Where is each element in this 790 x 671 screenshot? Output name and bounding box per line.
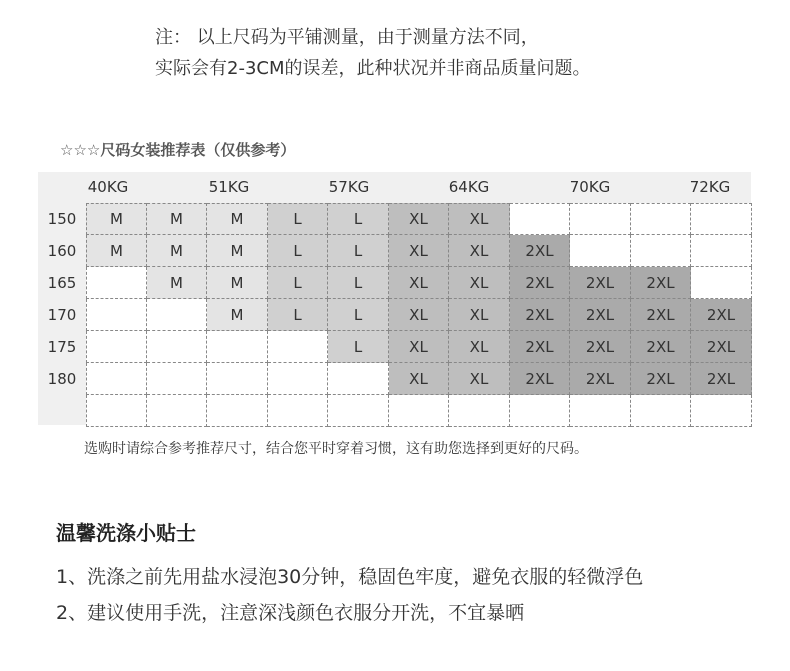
- size-cell: 2XL: [510, 235, 570, 267]
- size-cell: XL: [389, 363, 449, 395]
- size-cell: [328, 395, 389, 427]
- size-cell: [328, 363, 389, 395]
- size-cell: L: [328, 235, 389, 267]
- size-cell: [207, 363, 268, 395]
- size-cell: 2XL: [631, 331, 691, 363]
- size-cell: XL: [449, 267, 510, 299]
- size-cell: XL: [449, 299, 510, 331]
- size-cell: [691, 235, 752, 267]
- size-cell: [570, 203, 631, 235]
- size-cell: [570, 235, 631, 267]
- size-cell: [86, 395, 147, 427]
- size-cell: [570, 395, 631, 427]
- washing-tip-2: 2、建议使用手洗，注意深浅颜色衣服分开洗，不宜暴晒: [56, 602, 525, 624]
- size-cell: 2XL: [510, 267, 570, 299]
- size-cell: 2XL: [510, 363, 570, 395]
- size-cell: [449, 395, 510, 427]
- size-cell: M: [147, 235, 207, 267]
- size-cell: XL: [389, 235, 449, 267]
- size-cell: 2XL: [570, 267, 631, 299]
- size-cell: L: [328, 299, 389, 331]
- size-cell: [268, 363, 328, 395]
- size-cell: L: [328, 203, 389, 235]
- height-label: 180: [47, 370, 77, 388]
- weight-label: 64KG: [448, 178, 490, 196]
- size-cell: [691, 395, 752, 427]
- size-cell: M: [207, 203, 268, 235]
- size-cells: [86, 203, 751, 425]
- height-label: 175: [47, 338, 77, 356]
- weight-label: 72KG: [689, 178, 731, 196]
- size-cell: XL: [449, 203, 510, 235]
- height-label: 165: [47, 274, 77, 292]
- weight-label: 57KG: [328, 178, 370, 196]
- size-cell: M: [86, 203, 147, 235]
- size-cell: M: [147, 267, 207, 299]
- size-cell: 2XL: [510, 331, 570, 363]
- size-cell: [86, 299, 147, 331]
- size-note: [155, 22, 591, 84]
- size-cell: XL: [389, 203, 449, 235]
- size-cell: [631, 395, 691, 427]
- size-cell: [86, 267, 147, 299]
- size-cell: M: [207, 235, 268, 267]
- size-cell: [147, 363, 207, 395]
- size-cell: L: [268, 299, 328, 331]
- size-cell: 2XL: [570, 363, 631, 395]
- size-cell: 2XL: [631, 267, 691, 299]
- size-cell: [510, 395, 570, 427]
- washing-tip-1: 1、洗涤之前先用盐水浸泡30分钟，稳固色牢度，避免衣服的轻微浮色: [56, 566, 644, 588]
- size-cell: [268, 395, 328, 427]
- size-cell: [147, 395, 207, 427]
- size-cell: XL: [449, 235, 510, 267]
- height-label: [38, 395, 86, 427]
- weight-label: 40KG: [87, 178, 129, 196]
- size-cell: [510, 203, 570, 235]
- size-cell: [86, 363, 147, 395]
- size-hint: 选购时请综合参考推荐尺寸，结合您平时穿着习惯，这有助您选择到更好的尺码。: [84, 441, 588, 457]
- weight-label: 70KG: [569, 178, 611, 196]
- size-cell: L: [268, 203, 328, 235]
- height-label: 150: [47, 210, 77, 228]
- size-cell: M: [86, 235, 147, 267]
- weight-label: 51KG: [208, 178, 250, 196]
- weight-header-row: [38, 172, 751, 203]
- washing-tips-title: 温馨洗涤小贴士: [56, 521, 196, 545]
- size-cell: [691, 203, 752, 235]
- size-cell: XL: [449, 363, 510, 395]
- size-cell: XL: [449, 331, 510, 363]
- height-label: 170: [47, 306, 77, 324]
- size-chart-grid: [38, 172, 751, 425]
- size-cell: [631, 235, 691, 267]
- size-cell: 2XL: [570, 299, 631, 331]
- size-cell: M: [147, 203, 207, 235]
- size-cell: [207, 331, 268, 363]
- size-cell: L: [328, 267, 389, 299]
- size-cell: L: [328, 331, 389, 363]
- size-cell: 2XL: [691, 299, 752, 331]
- size-cell: M: [207, 299, 268, 331]
- size-cell: [389, 395, 449, 427]
- size-cell: [147, 331, 207, 363]
- size-table-title: ☆☆☆尺码女装推荐表（仅供参考）: [60, 141, 296, 159]
- size-cell: 2XL: [570, 331, 631, 363]
- size-cell: [86, 331, 147, 363]
- note-line-1: 注： 以上尺码为平铺测量，由于测量方法不同，: [155, 27, 539, 48]
- size-cell: L: [268, 267, 328, 299]
- size-cell: 2XL: [631, 363, 691, 395]
- size-cell: M: [207, 267, 268, 299]
- size-cell: [268, 331, 328, 363]
- size-cell: XL: [389, 331, 449, 363]
- note-line-2: 实际会有2-3CM的误差，此种状况并非商品质量问题。: [155, 58, 591, 79]
- size-cell: XL: [389, 299, 449, 331]
- size-cell: [207, 395, 268, 427]
- size-cell: 2XL: [691, 363, 752, 395]
- size-cell: [147, 299, 207, 331]
- size-cell: [691, 267, 752, 299]
- size-cell: [631, 203, 691, 235]
- size-cell: L: [268, 235, 328, 267]
- height-label: 160: [47, 242, 77, 260]
- size-cell: XL: [389, 267, 449, 299]
- size-cell: 2XL: [631, 299, 691, 331]
- size-cell: 2XL: [510, 299, 570, 331]
- size-cell: 2XL: [691, 331, 752, 363]
